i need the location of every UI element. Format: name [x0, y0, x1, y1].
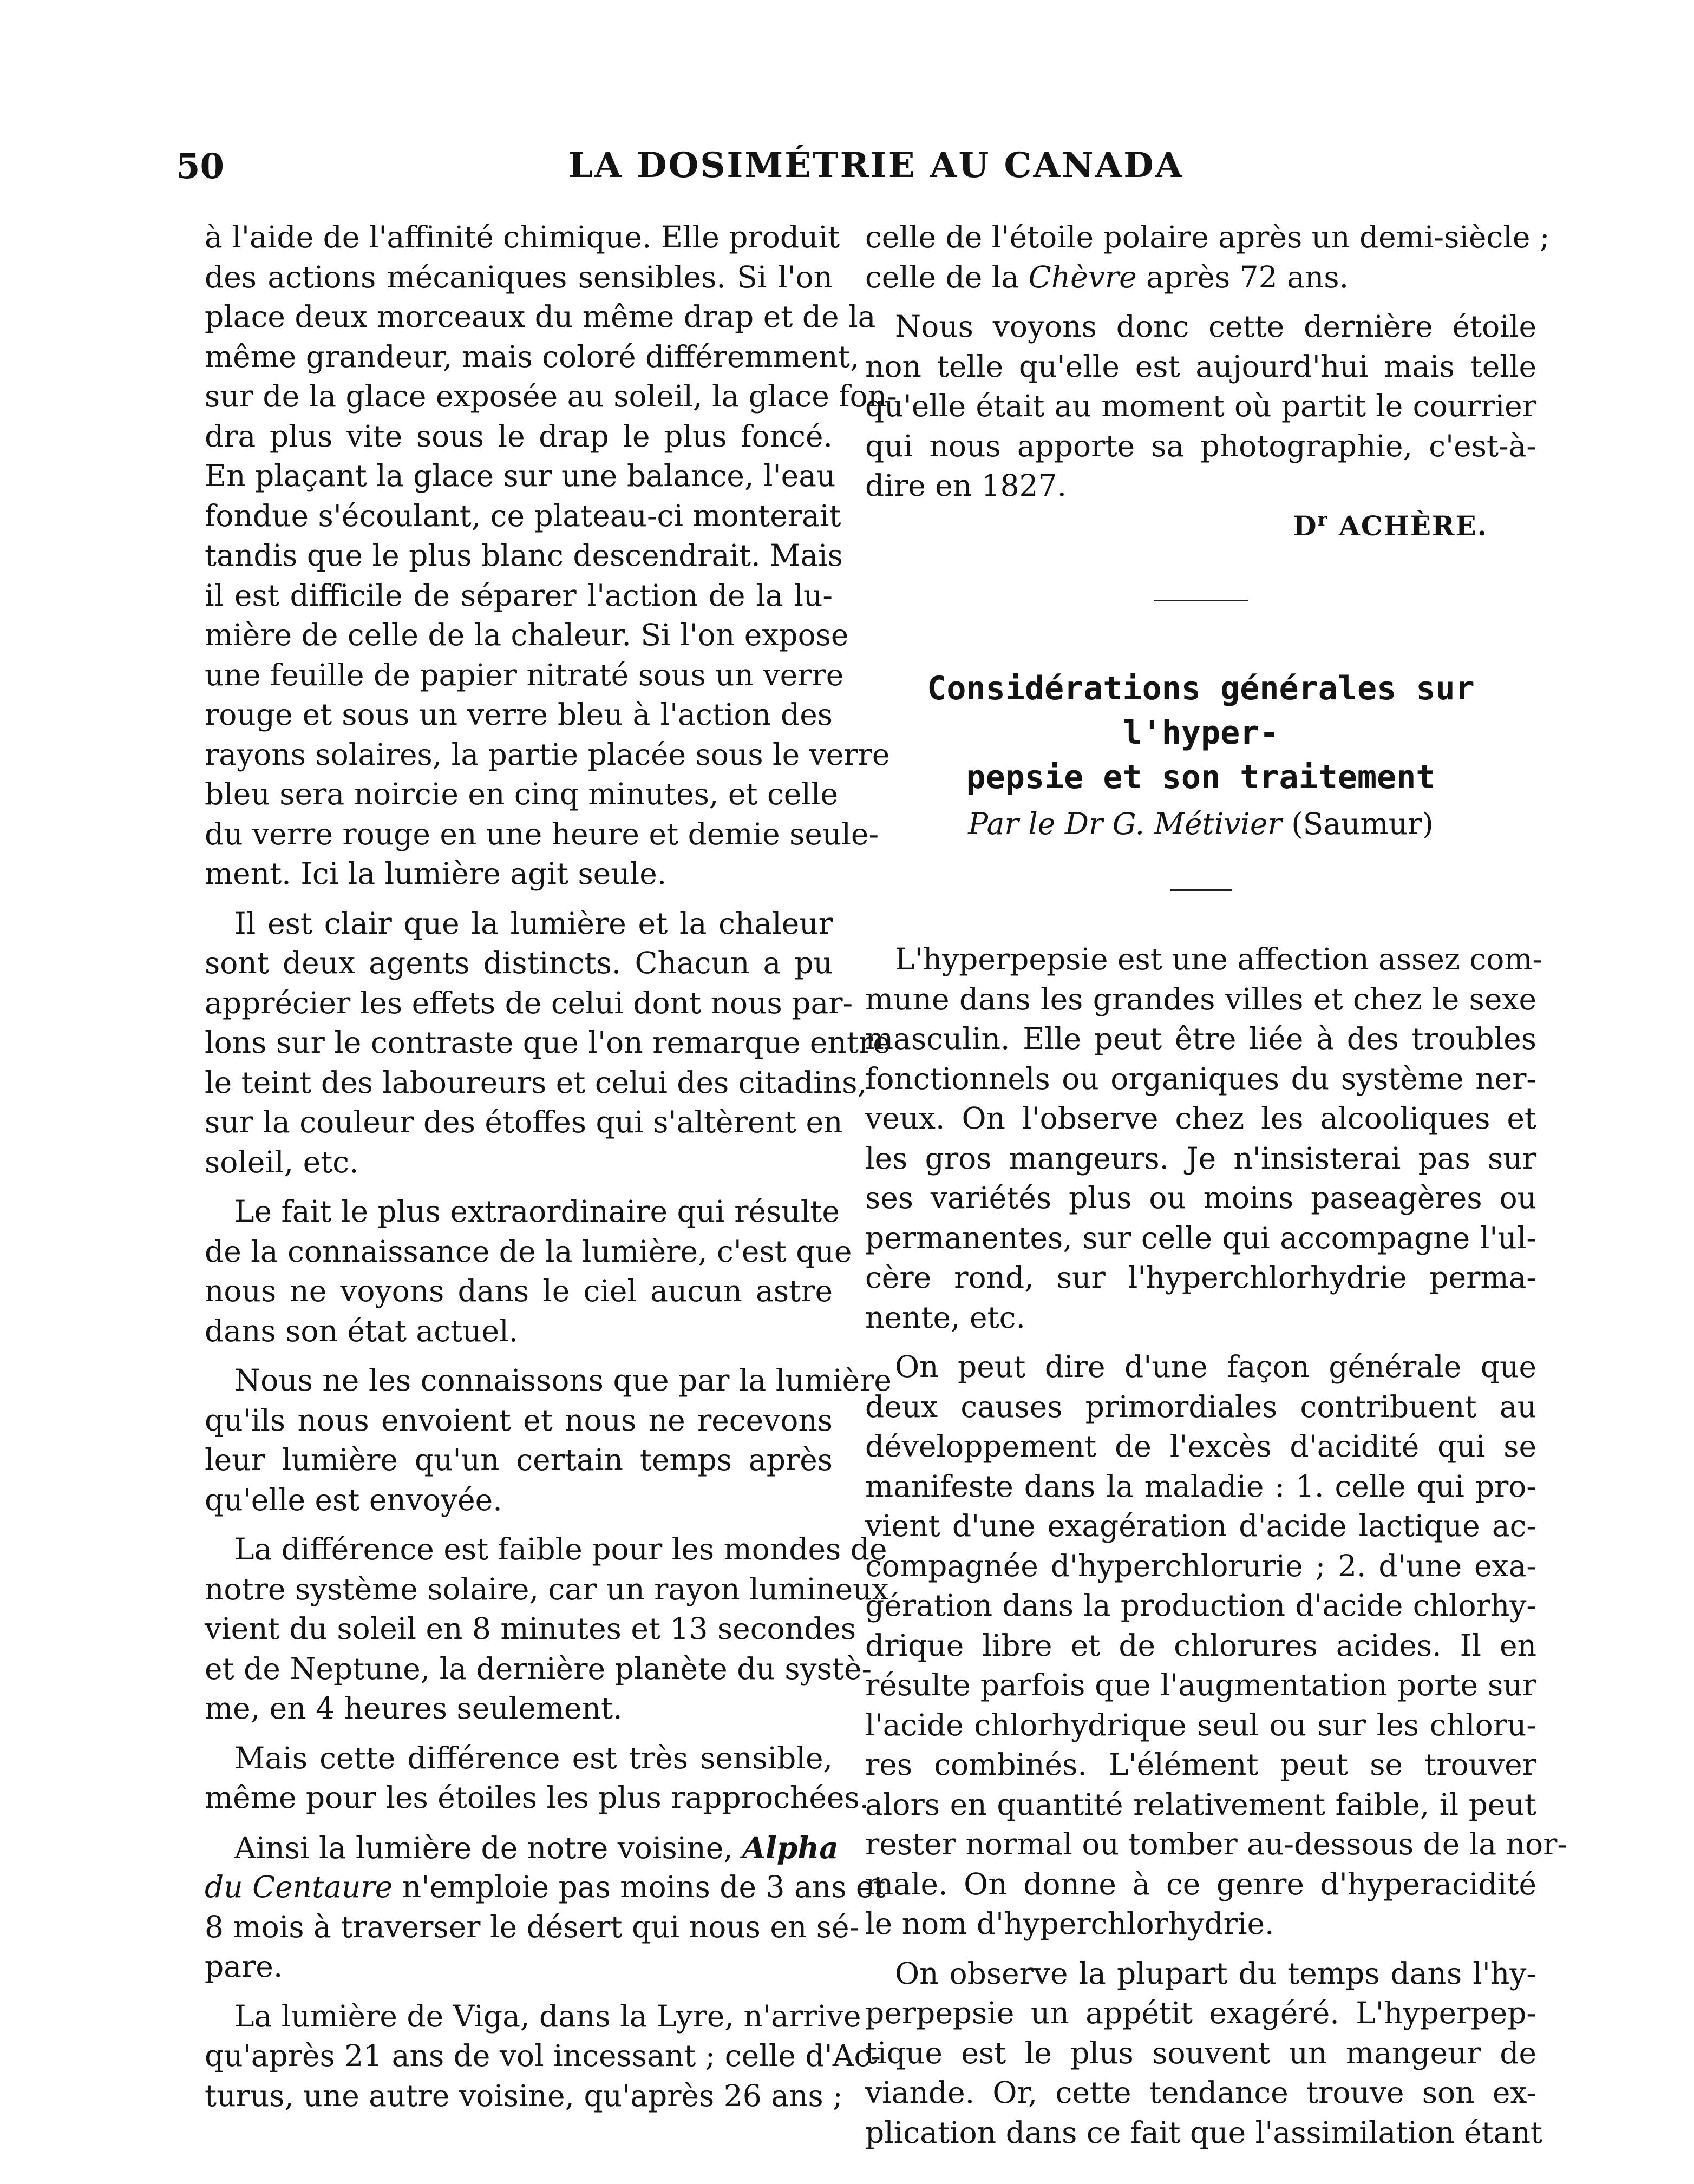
- text-line: vient d'une exagération d'acide lactique ac-: [865, 1509, 1536, 1543]
- star-name-italic: Alpha: [742, 1829, 839, 1865]
- text-line: res combinés. L'élément peut se trouver: [865, 1747, 1536, 1782]
- text-line: Nous ne les connaissons que par la lumière: [234, 1363, 892, 1398]
- right-column: [865, 218, 1568, 2153]
- text-line: masculin. Elle peut être liée à des troubles: [865, 1021, 1536, 1056]
- text-line: veux. On l'observe chez les alcooliques et: [865, 1101, 1536, 1136]
- byline: [865, 803, 1536, 845]
- text-line: lons sur le contraste que l'on remarque entre: [205, 1025, 891, 1060]
- text-line: celle de l'étoile polaire après un demi-siècle ;: [865, 220, 1550, 254]
- text-line: Il est clair que la lumière et la chaleur: [234, 906, 833, 941]
- text-line: Nous voyons donc cette dernière étoile: [895, 309, 1536, 344]
- text-line: mière de celle de la chaleur. Si l'on expose: [205, 618, 849, 652]
- text-line: l'acide chlorhydrique seul ou sur les chloru-: [865, 1707, 1536, 1742]
- signature-title: D: [1293, 509, 1318, 542]
- article-title-line: Considérations générales sur l'hyper-: [927, 670, 1475, 752]
- text-line: gération dans la production d'acide chlorhy-: [865, 1588, 1536, 1623]
- text-line: de la connaissance de la lumière, c'est que: [205, 1234, 852, 1269]
- star-name-italic: Chèvre: [1028, 259, 1137, 294]
- text-line: perpepsie un appétit exagéré. L'hyperpep-: [865, 1996, 1536, 2030]
- text-line: qui nous apporte sa photographie, c'est-à-: [865, 428, 1536, 463]
- text-line: qu'elle est envoyée.: [205, 1482, 502, 1517]
- paragraph: [865, 218, 1550, 297]
- text-line: vient du soleil en 8 minutes et 13 secondes: [205, 1611, 856, 1646]
- text-line: il est difficile de séparer l'action de la lu-: [205, 578, 833, 613]
- text-line: ses variétés plus ou moins paseagères ou: [865, 1180, 1536, 1215]
- text-line: sur de la glace exposée au soleil, la glace fon-: [205, 379, 897, 414]
- text-line: [205, 1828, 839, 1868]
- text-line: fonctionnels ou organiques du système ner-: [865, 1061, 1536, 1096]
- text-line: apprécier les effets de celui dont nous par-: [205, 985, 853, 1020]
- text-line: qu'ils nous envoient et nous ne recevons: [205, 1402, 833, 1438]
- paragraph: [205, 1192, 852, 1351]
- text-line: dans son état actuel.: [205, 1313, 519, 1348]
- signature-superscript: r: [1317, 508, 1329, 530]
- text-line: Le fait le plus extraordinaire qui résulte: [234, 1194, 840, 1229]
- byline-place: (Saumur): [1291, 806, 1434, 841]
- text-line: des actions mécaniques sensibles. Si l'on: [205, 259, 833, 294]
- text-line: male. On donne à ce genre d'hyperacidité: [865, 1866, 1536, 1901]
- text-line: qu'elle était au moment où partit le courrier: [865, 389, 1536, 423]
- text-line: le nom d'hyperchlorhydrie.: [865, 1906, 1274, 1941]
- text-line: nous ne voyons dans le ciel aucun astre: [205, 1274, 833, 1308]
- article-title: [865, 666, 1536, 799]
- text-line: soleil, etc.: [205, 1144, 359, 1179]
- text-line: me, en 4 heures seulement.: [205, 1691, 623, 1726]
- text-line: qu'après 21 ans de vol incessant ; celle d'Ac-: [205, 2038, 881, 2073]
- text-line: bleu sera noircie en cinq minutes, et celle: [205, 777, 839, 811]
- running-title: LA DOSIMÉTRIE AU CANADA: [568, 145, 1184, 186]
- text-line: cère rond, sur l'hyperchlorhydrie perma-: [865, 1260, 1536, 1295]
- text-line: même grandeur, mais coloré différemment,: [205, 339, 860, 374]
- text-line: On observe la plupart du temps dans l'hy-: [895, 1956, 1536, 1991]
- text-line: plication dans ce fait que l'assimilation étant: [865, 2115, 1542, 2150]
- text-line: une feuille de papier nitraté sous un verre: [205, 657, 844, 692]
- paragraph: [205, 1997, 881, 2116]
- paragraph: [205, 218, 897, 894]
- text-line: place deux morceaux du même drap et de la: [205, 299, 876, 334]
- text-line: En plaçant la glace sur une balance, l'eau: [205, 458, 836, 493]
- paragraph: [865, 1347, 1568, 1944]
- text-line: fondue s'écoulant, ce plateau-ci monterait: [205, 498, 841, 533]
- text-line: rouge et sous un verre bleu à l'action des: [205, 697, 833, 732]
- text-line: 8 mois à traverser le désert qui nous en sé-: [205, 1909, 860, 1944]
- text-line: à l'aide de l'affinité chimique. Elle produit: [205, 220, 840, 254]
- text-line: et de Neptune, la dernière planète du systè-: [205, 1651, 872, 1686]
- text-line: La lumière de Viga, dans la Lyre, n'arrive: [234, 1998, 861, 2034]
- paragraph: [205, 1361, 892, 1520]
- text-line: non telle qu'elle est aujourd'hui mais telle: [865, 349, 1536, 384]
- paragraph: [205, 1530, 889, 1729]
- paragraph: [205, 904, 891, 1183]
- text-line: sont deux agents distincts. Chacun a pu: [205, 946, 833, 980]
- text-line: viande. Or, cette tendance trouve son ex-: [865, 2075, 1536, 2110]
- text-run: Ainsi la lumière de notre voisine,: [234, 1830, 733, 1865]
- text-line: le teint des laboureurs et celui des citadins,: [205, 1065, 867, 1100]
- text-line: drique libre et de chlorures acides. Il en: [865, 1628, 1536, 1663]
- paragraph: [205, 1828, 886, 1987]
- signature-name: ACHÈRE.: [1338, 509, 1488, 542]
- byline-author: Par le Dr G. Métivier: [968, 806, 1282, 841]
- text-line: sur la couleur des étoffes qui s'altèrent en: [205, 1105, 843, 1139]
- text-line: les gros mangeurs. Je n'insisterai pas sur: [865, 1140, 1536, 1176]
- text-line: résulte parfois que l'augmentation porte sur: [865, 1668, 1536, 1702]
- text-line: On peut dire d'une façon générale que: [895, 1349, 1536, 1384]
- paragraph: [865, 1954, 1542, 2153]
- text-line: du verre rouge en une heure et demie seule-: [205, 816, 879, 851]
- text-line: tique est le plus souvent un mangeur de: [865, 2035, 1536, 2070]
- article-title-line: pepsie et son traitement: [966, 758, 1436, 796]
- section-divider: [1170, 889, 1232, 891]
- text-line: deux causes primordiales contribuent au: [865, 1389, 1536, 1424]
- page-number: 50: [176, 146, 225, 187]
- author-signature: [865, 506, 1536, 546]
- text-line: permanentes, sur celle qui accompagne l'ul-: [865, 1220, 1536, 1255]
- text-run: celle de la: [865, 259, 1029, 294]
- paragraph: [205, 1739, 869, 1818]
- text-line: L'hyperpepsie est une affection assez com-: [895, 942, 1543, 976]
- text-line: Mais cette différence est très sensible,: [234, 1740, 833, 1775]
- left-column: [205, 218, 897, 2116]
- text-line: turus, une autre voisine, qu'après 26 ans ;: [205, 2078, 843, 2113]
- text-line: rester normal ou tomber au-dessous de la nor-: [865, 1827, 1568, 1861]
- text-line: compagnée d'hyperchlorurie ; 2. d'une exa-: [865, 1548, 1536, 1583]
- text-line: tandis que le plus blanc descendrait. Mais: [205, 538, 843, 573]
- paragraph: [865, 940, 1543, 1337]
- text-run: n'emploie pas moins de 3 ans et: [393, 1870, 886, 1904]
- text-line: nente, etc.: [865, 1300, 1025, 1335]
- text-run: après 72 ans.: [1136, 259, 1349, 294]
- text-line: alors en quantité relativement faible, il peut: [865, 1787, 1536, 1822]
- text-line: [205, 1867, 886, 1907]
- text-line: même pour les étoiles les plus rapprochées.: [205, 1780, 869, 1815]
- star-name-italic: du Centaure: [205, 1870, 393, 1904]
- text-line: développement de l'excès d'acidité qui se: [865, 1429, 1536, 1464]
- text-line: notre système solaire, car un rayon lumineux: [205, 1571, 889, 1606]
- text-line: pare.: [205, 1949, 283, 1984]
- text-line: mune dans les grandes villes et chez le sexe: [865, 981, 1536, 1016]
- text-line: [865, 258, 1536, 298]
- text-line: dra plus vite sous le drap le plus foncé.: [205, 418, 833, 454]
- text-line: rayons solaires, la partie placée sous le verre: [205, 737, 890, 772]
- text-line: ment. Ici la lumière agit seule.: [205, 856, 667, 891]
- text-line: La différence est faible pour les mondes de: [234, 1532, 887, 1566]
- paragraph: [865, 307, 1536, 506]
- text-line: dire en 1827.: [865, 468, 1067, 503]
- text-line: manifeste dans la maladie : 1. celle qui pro-: [865, 1468, 1536, 1504]
- section-divider: [1154, 600, 1248, 601]
- text-line: leur lumière qu'un certain temps après: [205, 1442, 833, 1477]
